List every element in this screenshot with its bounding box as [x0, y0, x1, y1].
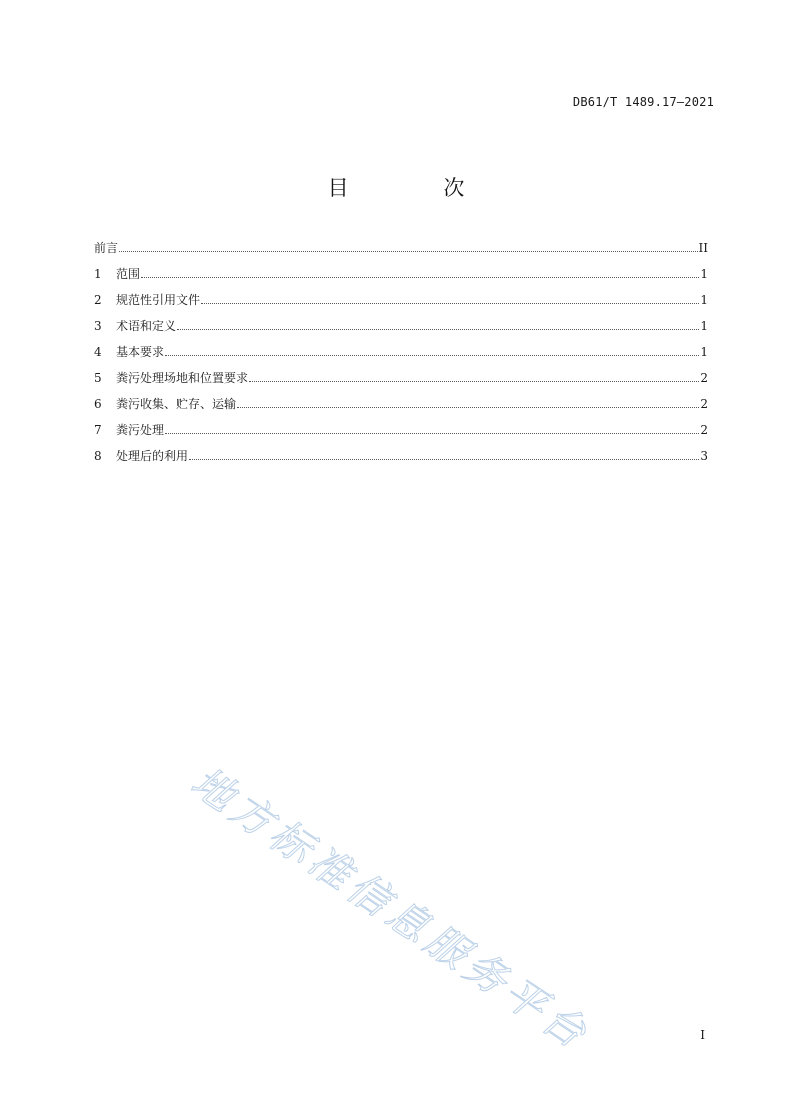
toc-entry-page: 1 [700, 293, 708, 307]
toc-entry-page: 1 [700, 267, 708, 281]
toc-entry-number: 2 [94, 293, 102, 307]
toc-entry-number: 6 [94, 397, 102, 411]
toc-entry-number: 1 [94, 267, 102, 281]
toc-entry-label: 处理后的利用 [116, 449, 189, 463]
toc-entry-label: 粪污处理 [116, 423, 165, 437]
toc-dot-leader [141, 276, 699, 278]
toc-entry-page: 2 [700, 423, 708, 437]
toc-entry-basic-requirements[interactable] [94, 342, 708, 368]
toc-entry-scope[interactable] [94, 264, 708, 290]
toc-entry-label: 规范性引用文件 [116, 293, 201, 307]
toc-dot-leader [237, 406, 699, 408]
toc-entry-label: 粪污收集、贮存、运输 [116, 397, 237, 411]
toc-entry-site-requirements[interactable] [94, 368, 708, 394]
toc-entry-number: 7 [94, 423, 102, 437]
toc-entry-number: 8 [94, 449, 102, 463]
toc-entry-page: 2 [700, 371, 708, 385]
toc-entry-label: 前言 [94, 241, 119, 255]
toc-dot-leader [177, 328, 699, 330]
toc-entry-manure-treatment[interactable] [94, 420, 708, 446]
toc-entry-label: 基本要求 [116, 345, 165, 359]
toc-dot-leader [201, 302, 699, 304]
toc-entry-utilization[interactable] [94, 446, 708, 472]
toc-entry-page: 1 [700, 319, 708, 333]
toc-entry-page: 1 [700, 345, 708, 359]
document-code: DB61/T 1489.17—2021 [572, 95, 714, 109]
toc-dot-leader [119, 250, 698, 252]
toc-dot-leader [165, 432, 699, 434]
page-number: I [700, 1028, 705, 1042]
toc-entry-number: 5 [94, 371, 102, 385]
toc-entry-number: 4 [94, 345, 102, 359]
toc-entry-normative-references[interactable] [94, 290, 708, 316]
toc-entry-page: II [698, 241, 708, 255]
toc-entry-collection-storage-transport[interactable] [94, 394, 708, 420]
toc-title: 目 次 [327, 176, 509, 200]
toc-entry-label: 范围 [116, 267, 141, 281]
toc-dot-leader [189, 458, 699, 460]
toc-entry-label: 术语和定义 [116, 319, 177, 333]
table-of-contents [94, 238, 708, 472]
watermark: 地方标准信息服务平台 [182, 757, 600, 1061]
toc-entry-label: 粪污处理场地和位置要求 [116, 371, 249, 385]
toc-entry-page: 2 [700, 397, 708, 411]
toc-dot-leader [249, 380, 699, 382]
toc-dot-leader [165, 354, 699, 356]
toc-entry-terms-definitions[interactable] [94, 316, 708, 342]
toc-entry-foreword[interactable] [94, 238, 708, 264]
toc-entry-number: 3 [94, 319, 102, 333]
toc-entry-page: 3 [700, 449, 708, 463]
